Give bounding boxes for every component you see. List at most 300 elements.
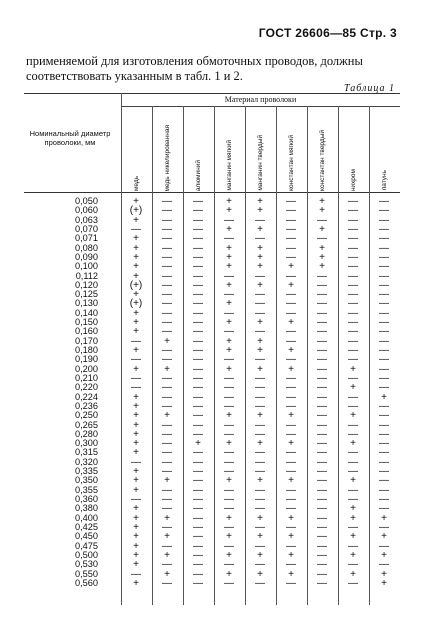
diameter-cell: 0,224: [75, 391, 98, 402]
column-header: [153, 111, 181, 191]
table-cell: —: [379, 494, 389, 505]
diameter-cell: 0,100: [75, 261, 98, 272]
table-cell: —: [348, 484, 358, 496]
table-cell: —: [255, 447, 265, 459]
table-cell: —: [379, 466, 389, 478]
group-header-rule: [121, 106, 400, 107]
table-cell: —: [348, 540, 358, 552]
diameter-cell: 0,063: [75, 214, 98, 225]
table-cell: —: [224, 503, 234, 515]
table-cell: +: [195, 438, 201, 450]
table-cell: —: [348, 456, 358, 468]
table-cell: —: [193, 233, 203, 245]
table-cell: —: [193, 531, 203, 543]
table-cell: —: [348, 298, 358, 310]
table-cell: —: [317, 270, 327, 282]
diameter-cell: 0,320: [75, 456, 98, 467]
table-cell: —: [193, 410, 203, 422]
column-divider: [369, 106, 370, 605]
column-divider: [276, 106, 277, 605]
table-cell: +: [381, 568, 387, 580]
table-cell: —: [162, 428, 172, 440]
diameter-cell: 0,150: [75, 317, 98, 328]
table-cell: +: [350, 568, 356, 580]
table-cell: —: [317, 410, 327, 422]
table-cell: —: [317, 484, 327, 496]
table-cell: +: [288, 345, 294, 356]
table-cell: —: [348, 577, 358, 589]
table-cell: —: [286, 298, 296, 310]
column-header-label: манганин твердый: [256, 135, 264, 191]
diameter-cell: 0,130: [75, 298, 98, 309]
table-cell: +: [226, 410, 232, 422]
table-cell: +: [133, 521, 139, 533]
table-cell: —: [317, 279, 327, 291]
table-cell: —: [317, 568, 327, 580]
table-cell: —: [379, 363, 389, 375]
column-header: [277, 111, 305, 191]
table-cell: —: [379, 251, 389, 263]
table-cell: +: [164, 549, 170, 561]
table-cell: —: [131, 568, 141, 580]
table-cell: —: [224, 391, 234, 403]
table-cell: +: [164, 475, 170, 487]
table-cell: —: [379, 317, 389, 329]
table-cell: +: [319, 251, 325, 263]
table-cell: +: [226, 298, 232, 310]
table-cell: —: [224, 326, 234, 338]
diameter-cell: 0,170: [75, 335, 98, 346]
table-cell: +: [257, 196, 263, 207]
table-cell: —: [286, 521, 296, 533]
table-cell: —: [348, 196, 358, 207]
table-cell: —: [286, 419, 296, 431]
table-cell: +: [133, 419, 139, 431]
table-cell: +: [226, 438, 232, 450]
table-cell: +: [164, 363, 170, 375]
table-cell: —: [379, 382, 389, 394]
table-cell: —: [162, 438, 172, 450]
table-cell: —: [317, 466, 327, 478]
table-cell: —: [379, 503, 389, 515]
table-cell: +: [350, 549, 356, 561]
table-cell: —: [193, 317, 203, 329]
table-cell: +: [226, 242, 232, 254]
diameter-cell: 0,220: [75, 382, 98, 393]
table-cell: —: [379, 335, 389, 347]
table-cell: +: [257, 345, 263, 356]
table-cell: +: [350, 410, 356, 422]
table-cell: —: [255, 382, 265, 394]
diameter-cell: 0,530: [75, 559, 98, 570]
table-cell: —: [286, 428, 296, 440]
table-cell: +: [164, 410, 170, 422]
table-cell: +: [381, 391, 387, 403]
table-cell: —: [317, 345, 327, 356]
table-cell: —: [193, 354, 203, 366]
column-divider: [214, 106, 215, 605]
table-cell: +: [133, 475, 139, 487]
table-cell: —: [193, 382, 203, 394]
table-cell: —: [317, 307, 327, 319]
table-cell: +: [133, 196, 139, 207]
column-divider: [307, 106, 308, 605]
table-cell: +: [133, 270, 139, 282]
table-cell: +: [133, 214, 139, 226]
table-cell: —: [224, 214, 234, 226]
intro-paragraph: применяемой для изготовления обмоточных проводов, должны соответствовать указанным в табл. 1 и 2.: [26, 54, 363, 83]
table-cell: —: [286, 223, 296, 235]
table-cell: —: [224, 372, 234, 384]
table-cell: —: [348, 559, 358, 571]
table-cell: +: [133, 345, 139, 356]
table-cell: —: [317, 456, 327, 468]
table-cell: —: [286, 372, 296, 384]
table-cell: —: [379, 196, 389, 207]
table-cell: +: [257, 205, 263, 217]
column-header-label: константан мягкий: [287, 135, 295, 191]
table-cell: —: [286, 205, 296, 217]
table-cell: —: [255, 540, 265, 552]
table-cell: —: [348, 372, 358, 384]
table-cell: —: [317, 214, 327, 226]
table-cell: —: [224, 521, 234, 533]
table-cell: —: [379, 233, 389, 245]
table-cell: —: [379, 307, 389, 319]
diameter-cell: 0,500: [75, 549, 98, 560]
table-cell: —: [193, 335, 203, 347]
table-cell: +: [381, 531, 387, 543]
table-cell: —: [193, 503, 203, 515]
table-cell: +: [226, 475, 232, 487]
table-cell: —: [286, 466, 296, 478]
table-cell: +: [257, 363, 263, 375]
table-cell: —: [379, 428, 389, 440]
table-cell: —: [348, 242, 358, 254]
table-cell: —: [348, 447, 358, 459]
table-cell: +: [133, 307, 139, 319]
table-cell: —: [348, 317, 358, 329]
table-cell: (+): [129, 279, 143, 291]
table-cell: —: [348, 400, 358, 412]
table-cell: +: [226, 223, 232, 235]
table-cell: —: [131, 335, 141, 347]
table-cell: —: [255, 419, 265, 431]
table-cell: —: [379, 214, 389, 226]
table-cell: —: [193, 391, 203, 403]
table-cell: +: [164, 335, 170, 347]
table-cell: —: [286, 456, 296, 468]
table-cell: —: [193, 196, 203, 207]
materials-table: [24, 93, 400, 605]
table-cell: —: [317, 326, 327, 338]
table-cell: —: [348, 345, 358, 356]
table-cell: —: [255, 466, 265, 478]
diameter-cell: 0,050: [75, 196, 98, 206]
table-cell: —: [224, 354, 234, 366]
table-cell: +: [257, 549, 263, 561]
table-cell: —: [286, 242, 296, 254]
table-cell: —: [255, 298, 265, 310]
table-cell: —: [162, 354, 172, 366]
diameter-cell: 0,070: [75, 223, 98, 234]
table-cell: —: [162, 540, 172, 552]
table-cell: —: [317, 428, 327, 440]
table-cell: —: [348, 233, 358, 245]
table-cell: —: [224, 494, 234, 505]
table-cell: —: [317, 521, 327, 533]
table-cell: —: [286, 233, 296, 245]
table-cell: —: [162, 196, 172, 207]
table-cell: —: [286, 391, 296, 403]
table-cell: —: [193, 298, 203, 310]
table-cell: +: [350, 363, 356, 375]
table-cell: +: [133, 503, 139, 515]
column-divider: [245, 106, 246, 605]
table-cell: +: [288, 512, 294, 524]
table-cell: +: [133, 391, 139, 403]
table-cell: —: [162, 242, 172, 254]
column-header: [370, 111, 398, 191]
diameter-cell: 0,560: [75, 577, 98, 588]
table-cell: —: [193, 475, 203, 487]
table-cell: —: [255, 428, 265, 440]
table-cell: —: [286, 214, 296, 226]
group-header: Материал проволоки: [224, 95, 297, 104]
table-cell: —: [193, 223, 203, 235]
table-cell: +: [288, 438, 294, 450]
table-cell: —: [162, 577, 172, 589]
table-cell: —: [255, 326, 265, 338]
table-cell: +: [288, 549, 294, 561]
table-cell: —: [162, 559, 172, 571]
table-cell: +: [257, 223, 263, 235]
table-cell: +: [257, 251, 263, 263]
diameter-cell: 0,300: [75, 438, 98, 449]
table-cell: —: [193, 261, 203, 273]
table-cell: —: [379, 447, 389, 459]
table-cell: —: [131, 456, 141, 468]
table-cell: +: [226, 345, 232, 356]
table-cell: —: [162, 233, 172, 245]
table-cell: —: [193, 400, 203, 412]
diameter-cell: 0,080: [75, 242, 98, 253]
table-cell: —: [255, 214, 265, 226]
table-cell: +: [133, 242, 139, 254]
table-cell: +: [257, 512, 263, 524]
table-cell: +: [288, 261, 294, 273]
table-cell: —: [317, 494, 327, 505]
table-cell: —: [224, 484, 234, 496]
table-cell: (+): [129, 298, 143, 310]
table-cell: —: [193, 577, 203, 589]
table-cell: +: [319, 242, 325, 254]
table-cell: —: [193, 484, 203, 496]
table-cell: —: [348, 279, 358, 291]
diameter-cell: 0,112: [75, 270, 98, 281]
table-cell: —: [193, 251, 203, 263]
table-cell: +: [350, 503, 356, 515]
diameter-cell: 0,190: [75, 354, 98, 365]
table-cell: —: [379, 223, 389, 235]
table-cell: —: [255, 400, 265, 412]
table-cell: —: [193, 270, 203, 282]
table-cell: —: [131, 354, 141, 366]
table-cell: —: [224, 577, 234, 589]
table-cell: —: [348, 270, 358, 282]
table-cell: +: [133, 577, 139, 589]
table-cell: —: [286, 289, 296, 301]
table-cell: +: [288, 410, 294, 422]
table-cell: (+): [129, 205, 143, 217]
table-cell: +: [257, 279, 263, 291]
table-cell: —: [193, 512, 203, 524]
table-cell: —: [162, 289, 172, 301]
table-cell: —: [255, 503, 265, 515]
table-cell: +: [257, 317, 263, 329]
diameter-cell: 0,380: [75, 503, 98, 514]
table-cell: +: [226, 363, 232, 375]
table-cell: +: [133, 363, 139, 375]
table-cell: —: [255, 521, 265, 533]
table-cell: —: [286, 251, 296, 263]
column-divider: [152, 106, 153, 605]
table-cell: +: [226, 568, 232, 580]
table-cell: +: [288, 317, 294, 329]
diameter-cell: 0,280: [75, 428, 98, 439]
table-cell: —: [348, 335, 358, 347]
table-cell: —: [379, 298, 389, 310]
table-cell: —: [286, 577, 296, 589]
table-cell: —: [193, 289, 203, 301]
table-cell: —: [348, 214, 358, 226]
table-cell: —: [348, 354, 358, 366]
table-cell: —: [286, 540, 296, 552]
table-cell: +: [133, 326, 139, 338]
table-cell: —: [162, 503, 172, 515]
table-cell: +: [164, 512, 170, 524]
diameter-cell: 0,335: [75, 466, 98, 477]
table-cell: —: [348, 419, 358, 431]
table-cell: —: [162, 391, 172, 403]
table-cell: —: [286, 382, 296, 394]
table-cell: —: [162, 298, 172, 310]
table-cell: —: [193, 363, 203, 375]
table-cell: +: [381, 549, 387, 561]
table-cell: —: [162, 382, 172, 394]
table-cell: +: [350, 512, 356, 524]
column-header-label: медь никелированная: [163, 124, 171, 191]
column-header-label: алюминий: [194, 159, 202, 191]
table-cell: —: [317, 531, 327, 543]
table-cell: —: [348, 466, 358, 478]
column-header: [184, 111, 212, 191]
table-cell: +: [226, 205, 232, 217]
column-header: [246, 111, 274, 191]
table-cell: +: [133, 540, 139, 552]
diameter-cell: 0,265: [75, 419, 98, 430]
table-cell: —: [379, 261, 389, 273]
table-cell: —: [317, 419, 327, 431]
table-cell: —: [162, 484, 172, 496]
table-cell: —: [348, 494, 358, 505]
table-cell: +: [133, 484, 139, 496]
table-cell: —: [193, 466, 203, 478]
table-cell: —: [224, 382, 234, 394]
diameter-cell: 0,210: [75, 372, 98, 383]
table-cell: +: [164, 568, 170, 580]
column-header-label: манганин мягкий: [225, 140, 233, 191]
table-cell: +: [133, 447, 139, 459]
table-cell: —: [193, 307, 203, 319]
table-cell: —: [286, 326, 296, 338]
table-cell: —: [286, 354, 296, 366]
table-cell: —: [379, 540, 389, 552]
table-cell: —: [193, 214, 203, 226]
table-cell: —: [224, 540, 234, 552]
table-cell: —: [193, 540, 203, 552]
table-cell: —: [193, 428, 203, 440]
table-cell: —: [162, 251, 172, 263]
diameter-cell: 0,315: [75, 447, 98, 458]
table-cell: —: [224, 447, 234, 459]
table-caption: Таблица 1: [344, 83, 395, 94]
table-cell: —: [348, 251, 358, 263]
table-cell: +: [350, 438, 356, 450]
column-divider: [338, 106, 339, 605]
table-cell: —: [317, 512, 327, 524]
table-cell: +: [381, 577, 387, 589]
column-header: [122, 111, 150, 191]
table-cell: +: [257, 475, 263, 487]
table-cell: +: [257, 438, 263, 450]
table-cell: —: [255, 289, 265, 301]
table-cell: +: [288, 279, 294, 291]
table-cell: —: [348, 261, 358, 273]
table-cell: —: [224, 307, 234, 319]
table-cell: +: [288, 531, 294, 543]
table-cell: —: [379, 484, 389, 496]
table-cell: —: [193, 242, 203, 254]
table-cell: —: [162, 521, 172, 533]
table-cell: —: [224, 559, 234, 571]
table-cell: —: [286, 494, 296, 505]
column-header-label: нихром: [349, 168, 357, 191]
table-cell: —: [162, 419, 172, 431]
column-header-label: латунь: [380, 170, 388, 191]
table-cell: —: [317, 549, 327, 561]
table-cell: —: [162, 270, 172, 282]
header-bottom-rule: [24, 192, 400, 193]
table-cell: —: [317, 447, 327, 459]
diameter-cell: 0,071: [75, 233, 98, 244]
table-cell: —: [193, 559, 203, 571]
table-cell: —: [286, 559, 296, 571]
table-cell: +: [257, 531, 263, 543]
table-cell: —: [224, 466, 234, 478]
table-cell: +: [133, 559, 139, 571]
diameter-cell: 0,060: [75, 205, 98, 216]
table-cell: —: [379, 410, 389, 422]
diameter-cell: 0,140: [75, 307, 98, 318]
column-header-label: константан твердый: [318, 130, 326, 191]
table-cell: —: [193, 494, 203, 505]
diameter-cell: 0,355: [75, 484, 98, 495]
table-cell: +: [133, 549, 139, 561]
table-cell: —: [224, 428, 234, 440]
table-cell: +: [288, 363, 294, 375]
table-cell: —: [379, 419, 389, 431]
